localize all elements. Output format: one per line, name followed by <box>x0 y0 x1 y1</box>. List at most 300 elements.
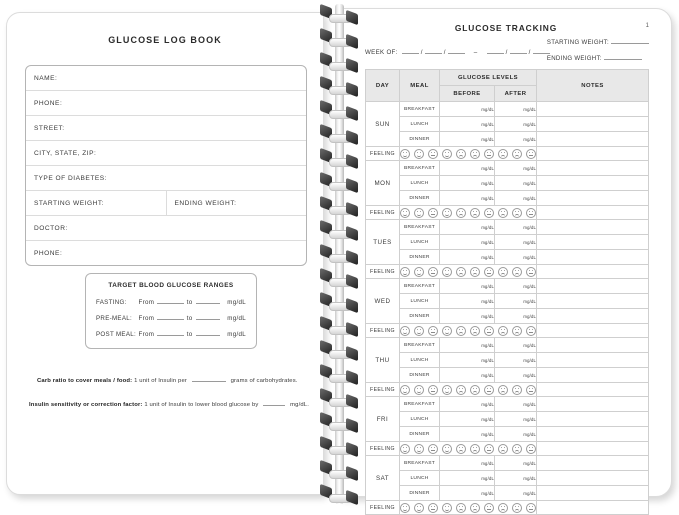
face-worried-icon[interactable] <box>484 267 494 277</box>
from-label-pre-meal: From <box>138 315 155 322</box>
feeling-row <box>366 442 649 456</box>
table-row <box>366 132 649 147</box>
face-smile-icon[interactable] <box>414 444 424 454</box>
form-row-doctor-phone[interactable] <box>26 241 306 265</box>
meal-cell-dinner: DINNER <box>400 132 440 147</box>
form-label-type-of-diabetes: TYPE OF DIABETES: <box>34 174 107 182</box>
left-page <box>6 12 324 495</box>
notes-input-wed-dinner[interactable] <box>537 309 649 324</box>
face-worried-icon[interactable] <box>484 326 494 336</box>
glucose-before-input-mon-dinner[interactable]: mg/dL <box>440 191 495 206</box>
glucose-before-input-tues-dinner[interactable]: mg/dL <box>440 250 495 265</box>
glucose-before-input-wed-breakfast[interactable]: mg/dL <box>440 279 495 294</box>
face-unhappy-icon[interactable] <box>512 444 522 454</box>
feeling-row <box>366 324 649 338</box>
glucose-after-input-sat-dinner[interactable]: mg/dL <box>495 486 537 501</box>
weight-fields <box>547 37 649 69</box>
table-row <box>366 412 649 427</box>
table-row <box>366 102 649 117</box>
glucose-after-input-sun-dinner[interactable]: mg/dL <box>495 132 537 147</box>
form-row-phone[interactable] <box>26 91 306 116</box>
feeling-row <box>366 383 649 397</box>
meal-cell-breakfast: BREAKFAST <box>400 397 440 412</box>
glucose-after-input-wed-lunch[interactable]: mg/dL <box>495 294 537 309</box>
face-frown-icon[interactable] <box>470 208 480 218</box>
glucose-after-input-tues-breakfast[interactable]: mg/dL <box>495 220 537 235</box>
face-worried-icon[interactable] <box>484 208 494 218</box>
glucose-before-input-tues-breakfast[interactable]: mg/dL <box>440 220 495 235</box>
table-row <box>366 471 649 486</box>
face-worried-icon[interactable] <box>484 385 494 395</box>
notes-input-fri-lunch[interactable] <box>537 412 649 427</box>
table-row <box>366 486 649 501</box>
face-sad-icon[interactable] <box>456 208 466 218</box>
table-row <box>366 397 649 412</box>
notes-input-sat-dinner[interactable] <box>537 486 649 501</box>
carb-ratio-text-1: 1 unit of Insulin per <box>134 378 188 384</box>
meal-cell-dinner: DINNER <box>400 427 440 442</box>
header-after: AFTER <box>495 86 537 102</box>
notes-input-sun-dinner[interactable] <box>537 132 649 147</box>
feeling-scale-sat <box>400 501 537 515</box>
face-neutral-icon[interactable] <box>428 503 438 513</box>
starting-weight-field[interactable] <box>547 37 649 46</box>
ending-weight-label: ENDING WEIGHT: <box>546 55 602 62</box>
day-cell-fri: FRI <box>366 397 400 442</box>
face-neutral-icon[interactable] <box>428 385 438 395</box>
feeling-notes-wed[interactable] <box>537 324 649 338</box>
carb-ratio-note <box>37 375 298 384</box>
notes-input-sun-lunch[interactable] <box>537 117 649 132</box>
face-happy-icon[interactable] <box>400 149 410 159</box>
meal-cell-lunch: LUNCH <box>400 412 440 427</box>
unit-fasting: mg/dL <box>227 299 246 306</box>
notes-input-sat-breakfast[interactable] <box>537 456 649 471</box>
glucose-after-input-sun-lunch[interactable]: mg/dL <box>495 117 537 132</box>
face-tired-icon[interactable] <box>498 149 508 159</box>
glucose-before-input-wed-lunch[interactable]: mg/dL <box>440 294 495 309</box>
face-happy-icon[interactable] <box>400 385 410 395</box>
face-frown-icon[interactable] <box>470 503 480 513</box>
face-unhappy-icon[interactable] <box>512 267 522 277</box>
face-tired-icon[interactable] <box>498 385 508 395</box>
form-label-starting-weight: STARTING WEIGHT: <box>34 199 105 207</box>
glucose-before-input-sun-breakfast[interactable]: mg/dL <box>440 102 495 117</box>
to-blank-fasting[interactable] <box>196 297 221 304</box>
face-sick-icon[interactable] <box>526 267 536 277</box>
feeling-label-tues: FEELING <box>366 265 400 279</box>
notes-input-sun-breakfast[interactable] <box>537 102 649 117</box>
face-sick-icon[interactable] <box>526 326 536 336</box>
face-frown-icon[interactable] <box>470 267 480 277</box>
face-neutral-icon[interactable] <box>428 444 438 454</box>
glucose-after-input-thu-breakfast[interactable]: mg/dL <box>495 338 537 353</box>
spiral-coil <box>318 414 360 436</box>
week-of-field[interactable]: WEEK OF: / / – / / <box>365 47 552 56</box>
table-row <box>366 117 649 132</box>
meal-cell-lunch: LUNCH <box>400 353 440 368</box>
glucose-after-input-sun-breakfast[interactable]: mg/dL <box>495 102 537 117</box>
spiral-coil <box>318 390 360 412</box>
starting-weight-blank[interactable] <box>611 37 649 44</box>
feeling-label-thu: FEELING <box>366 383 400 397</box>
spiral-coil <box>318 174 360 196</box>
table-body <box>366 102 649 515</box>
meal-cell-dinner: DINNER <box>400 486 440 501</box>
form-label-name: NAME: <box>34 74 58 82</box>
face-worried-icon[interactable] <box>484 503 494 513</box>
personal-info-form <box>25 65 307 266</box>
face-sick-icon[interactable] <box>526 444 536 454</box>
face-happy-icon[interactable] <box>400 326 410 336</box>
meal-cell-lunch: LUNCH <box>400 235 440 250</box>
face-grin-icon[interactable] <box>442 267 452 277</box>
spiral-coil <box>318 486 360 508</box>
ending-weight-field[interactable] <box>547 53 649 62</box>
face-sick-icon[interactable] <box>526 208 536 218</box>
spiral-coil <box>318 102 360 124</box>
day-cell-tues: TUES <box>366 220 400 265</box>
notes-input-fri-dinner[interactable] <box>537 427 649 442</box>
face-grin-icon[interactable] <box>442 503 452 513</box>
table-row <box>366 250 649 265</box>
form-row-city-state-zip[interactable] <box>26 141 306 166</box>
feeling-scale-mon <box>400 206 537 220</box>
face-grin-icon[interactable] <box>442 149 452 159</box>
target-glucose-ranges-box <box>85 273 257 349</box>
face-happy-icon[interactable] <box>400 267 410 277</box>
face-unhappy-icon[interactable] <box>512 208 522 218</box>
spiral-coil <box>318 270 360 292</box>
header-meal: MEAL <box>400 70 440 102</box>
insulin-sensitivity-text-2: mg/dL. <box>290 402 310 408</box>
glucose-before-input-thu-lunch[interactable]: mg/dL <box>440 353 495 368</box>
face-smile-icon[interactable] <box>414 208 424 218</box>
glucose-before-input-sun-lunch[interactable]: mg/dL <box>440 117 495 132</box>
glucose-before-input-thu-breakfast[interactable]: mg/dL <box>440 338 495 353</box>
target-label-pre-meal: PRE-MEAL: <box>96 315 133 322</box>
face-happy-icon[interactable] <box>400 503 410 513</box>
unit-pre-meal: mg/dL <box>227 315 246 322</box>
notes-input-mon-dinner[interactable] <box>537 191 649 206</box>
spiral-coil <box>318 366 360 388</box>
feeling-scale-fri <box>400 442 537 456</box>
meal-cell-dinner: DINNER <box>400 250 440 265</box>
glucose-after-input-fri-breakfast[interactable]: mg/dL <box>495 397 537 412</box>
face-smile-icon[interactable] <box>414 503 424 513</box>
glucose-before-input-sat-dinner[interactable]: mg/dL <box>440 486 495 501</box>
meal-cell-dinner: DINNER <box>400 191 440 206</box>
table-row <box>366 338 649 353</box>
feeling-notes-sun[interactable] <box>537 147 649 161</box>
to-blank-pre-meal[interactable] <box>196 313 221 320</box>
face-grin-icon[interactable] <box>442 326 452 336</box>
notes-input-wed-breakfast[interactable] <box>537 279 649 294</box>
form-label-city-state-zip: CITY, STATE, ZIP: <box>34 149 97 157</box>
form-row-street[interactable] <box>26 116 306 141</box>
face-frown-icon[interactable] <box>470 385 480 395</box>
meal-cell-lunch: LUNCH <box>400 176 440 191</box>
to-label-fasting: to <box>186 299 193 306</box>
glucose-after-input-sat-lunch[interactable]: mg/dL <box>495 471 537 486</box>
carb-ratio-text-2: grams of carbohydrates. <box>230 378 298 384</box>
feeling-notes-fri[interactable] <box>537 442 649 456</box>
face-worried-icon[interactable] <box>484 444 494 454</box>
face-smile-icon[interactable] <box>414 385 424 395</box>
face-unhappy-icon[interactable] <box>512 326 522 336</box>
feeling-notes-sat[interactable] <box>537 501 649 515</box>
glucose-before-input-sat-breakfast[interactable]: mg/dL <box>440 456 495 471</box>
face-happy-icon[interactable] <box>400 208 410 218</box>
face-unhappy-icon[interactable] <box>512 385 522 395</box>
face-neutral-icon[interactable] <box>428 208 438 218</box>
face-frown-icon[interactable] <box>470 326 480 336</box>
day-cell-mon: MON <box>366 161 400 206</box>
day-cell-sat: SAT <box>366 456 400 501</box>
right-page-title: GLUCOSE TRACKING <box>454 23 558 33</box>
day-cell-thu: THU <box>366 338 400 383</box>
form-row-ending-weight[interactable] <box>167 191 307 215</box>
feeling-scale-tues <box>400 265 537 279</box>
table-row <box>366 161 649 176</box>
meal-cell-breakfast: BREAKFAST <box>400 456 440 471</box>
notes-input-tues-dinner[interactable] <box>537 250 649 265</box>
target-row-post-meal[interactable] <box>86 329 256 338</box>
glucose-after-input-wed-dinner[interactable]: mg/dL <box>495 309 537 324</box>
face-smile-icon[interactable] <box>414 267 424 277</box>
face-tired-icon[interactable] <box>498 208 508 218</box>
week-start-day-blank[interactable] <box>425 47 442 54</box>
feeling-label-fri: FEELING <box>366 442 400 456</box>
form-label-street: STREET: <box>34 124 65 132</box>
glucose-before-input-sat-lunch[interactable]: mg/dL <box>440 471 495 486</box>
week-start-year-blank[interactable] <box>448 47 465 54</box>
table-row <box>366 279 649 294</box>
notes-input-mon-breakfast[interactable] <box>537 161 649 176</box>
to-label-pre-meal: to <box>186 315 193 322</box>
glucose-after-input-mon-dinner[interactable]: mg/dL <box>495 191 537 206</box>
meal-cell-dinner: DINNER <box>400 368 440 383</box>
target-row-fasting[interactable] <box>86 297 256 306</box>
feeling-notes-tues[interactable] <box>537 265 649 279</box>
spiral-coil <box>318 342 360 364</box>
carb-ratio-bold-label: Carb ratio to cover meals / food: <box>37 378 133 384</box>
table-row <box>366 427 649 442</box>
face-frown-icon[interactable] <box>470 149 480 159</box>
notes-input-sat-lunch[interactable] <box>537 471 649 486</box>
form-row-doctor[interactable] <box>26 216 306 241</box>
form-label-doctor: DOCTOR: <box>34 224 68 232</box>
page-number: 1 <box>645 23 649 29</box>
glucose-after-input-fri-dinner[interactable]: mg/dL <box>495 427 537 442</box>
feeling-notes-mon[interactable] <box>537 206 649 220</box>
face-sad-icon[interactable] <box>456 444 466 454</box>
glucose-before-input-mon-breakfast[interactable]: mg/dL <box>440 161 495 176</box>
spiral-coil <box>318 78 360 100</box>
day-cell-sun: SUN <box>366 102 400 147</box>
insulin-sensitivity-note <box>29 399 309 408</box>
table-row <box>366 368 649 383</box>
face-sad-icon[interactable] <box>456 267 466 277</box>
glucose-after-input-thu-dinner[interactable]: mg/dL <box>495 368 537 383</box>
meal-cell-dinner: DINNER <box>400 309 440 324</box>
notes-input-fri-breakfast[interactable] <box>537 397 649 412</box>
face-smile-icon[interactable] <box>414 149 424 159</box>
target-label-fasting: FASTING: <box>96 299 127 306</box>
header-before: BEFORE <box>440 86 495 102</box>
spiral-coil <box>318 246 360 268</box>
spiral-coil <box>318 126 360 148</box>
spiral-coil <box>318 6 360 28</box>
feeling-row <box>366 501 649 515</box>
glucose-before-input-mon-lunch[interactable]: mg/dL <box>440 176 495 191</box>
face-grin-icon[interactable] <box>442 385 452 395</box>
notes-input-tues-lunch[interactable] <box>537 235 649 250</box>
week-of-label: WEEK OF: <box>365 49 398 56</box>
glucose-after-input-tues-lunch[interactable]: mg/dL <box>495 235 537 250</box>
face-tired-icon[interactable] <box>498 503 508 513</box>
face-frown-icon[interactable] <box>470 444 480 454</box>
face-neutral-icon[interactable] <box>428 267 438 277</box>
week-end-month-blank[interactable] <box>487 47 504 54</box>
face-sad-icon[interactable] <box>456 385 466 395</box>
face-sick-icon[interactable] <box>526 149 536 159</box>
week-range-separator: – <box>473 49 478 56</box>
glucose-after-input-thu-lunch[interactable]: mg/dL <box>495 353 537 368</box>
glucose-before-input-fri-lunch[interactable]: mg/dL <box>440 412 495 427</box>
to-label-post-meal: to <box>186 331 193 338</box>
form-row-type-of-diabetes[interactable] <box>26 166 306 191</box>
glucose-after-input-fri-lunch[interactable]: mg/dL <box>495 412 537 427</box>
glucose-before-input-thu-dinner[interactable]: mg/dL <box>440 368 495 383</box>
header-glucose-levels: GLUCOSE LEVELS <box>440 70 537 86</box>
form-label-phone: PHONE: <box>34 99 63 107</box>
glucose-tracking-table <box>365 69 649 515</box>
spiral-coil <box>318 222 360 244</box>
face-sick-icon[interactable] <box>526 503 536 513</box>
day-cell-wed: WED <box>366 279 400 324</box>
table-row <box>366 456 649 471</box>
face-unhappy-icon[interactable] <box>512 503 522 513</box>
insulin-sensitivity-blank[interactable] <box>263 399 285 406</box>
glucose-after-input-mon-breakfast[interactable]: mg/dL <box>495 161 537 176</box>
week-start-month-blank[interactable] <box>402 47 419 54</box>
face-sad-icon[interactable] <box>456 149 466 159</box>
glucose-after-input-wed-breakfast[interactable]: mg/dL <box>495 279 537 294</box>
meal-cell-breakfast: BREAKFAST <box>400 338 440 353</box>
table-row <box>366 294 649 309</box>
notes-input-wed-lunch[interactable] <box>537 294 649 309</box>
spiral-coil <box>318 30 360 52</box>
glucose-after-input-mon-lunch[interactable]: mg/dL <box>495 176 537 191</box>
face-tired-icon[interactable] <box>498 326 508 336</box>
table-row <box>366 191 649 206</box>
to-blank-post-meal[interactable] <box>196 329 221 336</box>
spiral-coil <box>318 462 360 484</box>
face-unhappy-icon[interactable] <box>512 149 522 159</box>
unit-post-meal: mg/dL <box>227 331 246 338</box>
feeling-label-mon: FEELING <box>366 206 400 220</box>
form-row-starting-weight[interactable] <box>26 191 167 215</box>
spiral-coil <box>318 198 360 220</box>
meal-cell-breakfast: BREAKFAST <box>400 279 440 294</box>
from-blank-post-meal[interactable] <box>157 329 184 336</box>
week-end-day-blank[interactable] <box>510 47 527 54</box>
face-neutral-icon[interactable] <box>428 149 438 159</box>
meal-cell-lunch: LUNCH <box>400 294 440 309</box>
glucose-before-input-wed-dinner[interactable]: mg/dL <box>440 309 495 324</box>
notes-input-thu-dinner[interactable] <box>537 368 649 383</box>
feeling-label-wed: FEELING <box>366 324 400 338</box>
target-box-title: TARGET BLOOD GLUCOSE RANGES <box>108 282 234 289</box>
table-row <box>366 353 649 368</box>
header-day: DAY <box>366 70 400 102</box>
feeling-row <box>366 147 649 161</box>
from-blank-fasting[interactable] <box>157 297 184 304</box>
glucose-before-input-fri-breakfast[interactable]: mg/dL <box>440 397 495 412</box>
feeling-row <box>366 265 649 279</box>
meal-cell-lunch: LUNCH <box>400 117 440 132</box>
table-row <box>366 309 649 324</box>
feeling-notes-thu[interactable] <box>537 383 649 397</box>
face-tired-icon[interactable] <box>498 444 508 454</box>
from-label-post-meal: From <box>138 331 155 338</box>
right-page <box>340 8 672 511</box>
face-neutral-icon[interactable] <box>428 326 438 336</box>
form-label-doctor-phone: PHONE: <box>34 249 63 257</box>
feeling-scale-thu <box>400 383 537 397</box>
glucose-before-input-fri-dinner[interactable]: mg/dL <box>440 427 495 442</box>
notes-input-thu-breakfast[interactable] <box>537 338 649 353</box>
target-row-pre-meal[interactable] <box>86 313 256 322</box>
from-label-fasting: From <box>138 299 155 306</box>
meal-cell-breakfast: BREAKFAST <box>400 220 440 235</box>
feeling-label-sat: FEELING <box>366 501 400 515</box>
face-sad-icon[interactable] <box>456 503 466 513</box>
feeling-label-sun: FEELING <box>366 147 400 161</box>
spiral-coil <box>318 54 360 76</box>
target-label-post-meal: POST MEAL: <box>96 331 137 338</box>
feeling-scale-wed <box>400 324 537 338</box>
notes-input-thu-lunch[interactable] <box>537 353 649 368</box>
glucose-before-input-tues-lunch[interactable]: mg/dL <box>440 235 495 250</box>
face-grin-icon[interactable] <box>442 444 452 454</box>
spiral-binding <box>318 0 360 507</box>
face-happy-icon[interactable] <box>400 444 410 454</box>
from-blank-pre-meal[interactable] <box>157 313 184 320</box>
face-tired-icon[interactable] <box>498 267 508 277</box>
ending-weight-blank[interactable] <box>604 53 642 60</box>
face-sick-icon[interactable] <box>526 385 536 395</box>
carb-ratio-blank[interactable] <box>192 375 226 382</box>
face-grin-icon[interactable] <box>442 208 452 218</box>
form-row-name[interactable] <box>26 66 306 91</box>
meal-cell-breakfast: BREAKFAST <box>400 161 440 176</box>
glucose-before-input-sun-dinner[interactable]: mg/dL <box>440 132 495 147</box>
glucose-after-input-sat-breakfast[interactable]: mg/dL <box>495 456 537 471</box>
face-worried-icon[interactable] <box>484 149 494 159</box>
table-row <box>366 220 649 235</box>
notes-input-tues-breakfast[interactable] <box>537 220 649 235</box>
insulin-sensitivity-bold-label: Insulin sensitivity or correction factor: <box>29 402 143 408</box>
header-notes: NOTES <box>537 70 649 102</box>
face-smile-icon[interactable] <box>414 326 424 336</box>
notes-input-mon-lunch[interactable] <box>537 176 649 191</box>
starting-weight-label: STARTING WEIGHT: <box>546 39 609 46</box>
face-sad-icon[interactable] <box>456 326 466 336</box>
spiral-coil <box>318 150 360 172</box>
glucose-after-input-tues-dinner[interactable]: mg/dL <box>495 250 537 265</box>
